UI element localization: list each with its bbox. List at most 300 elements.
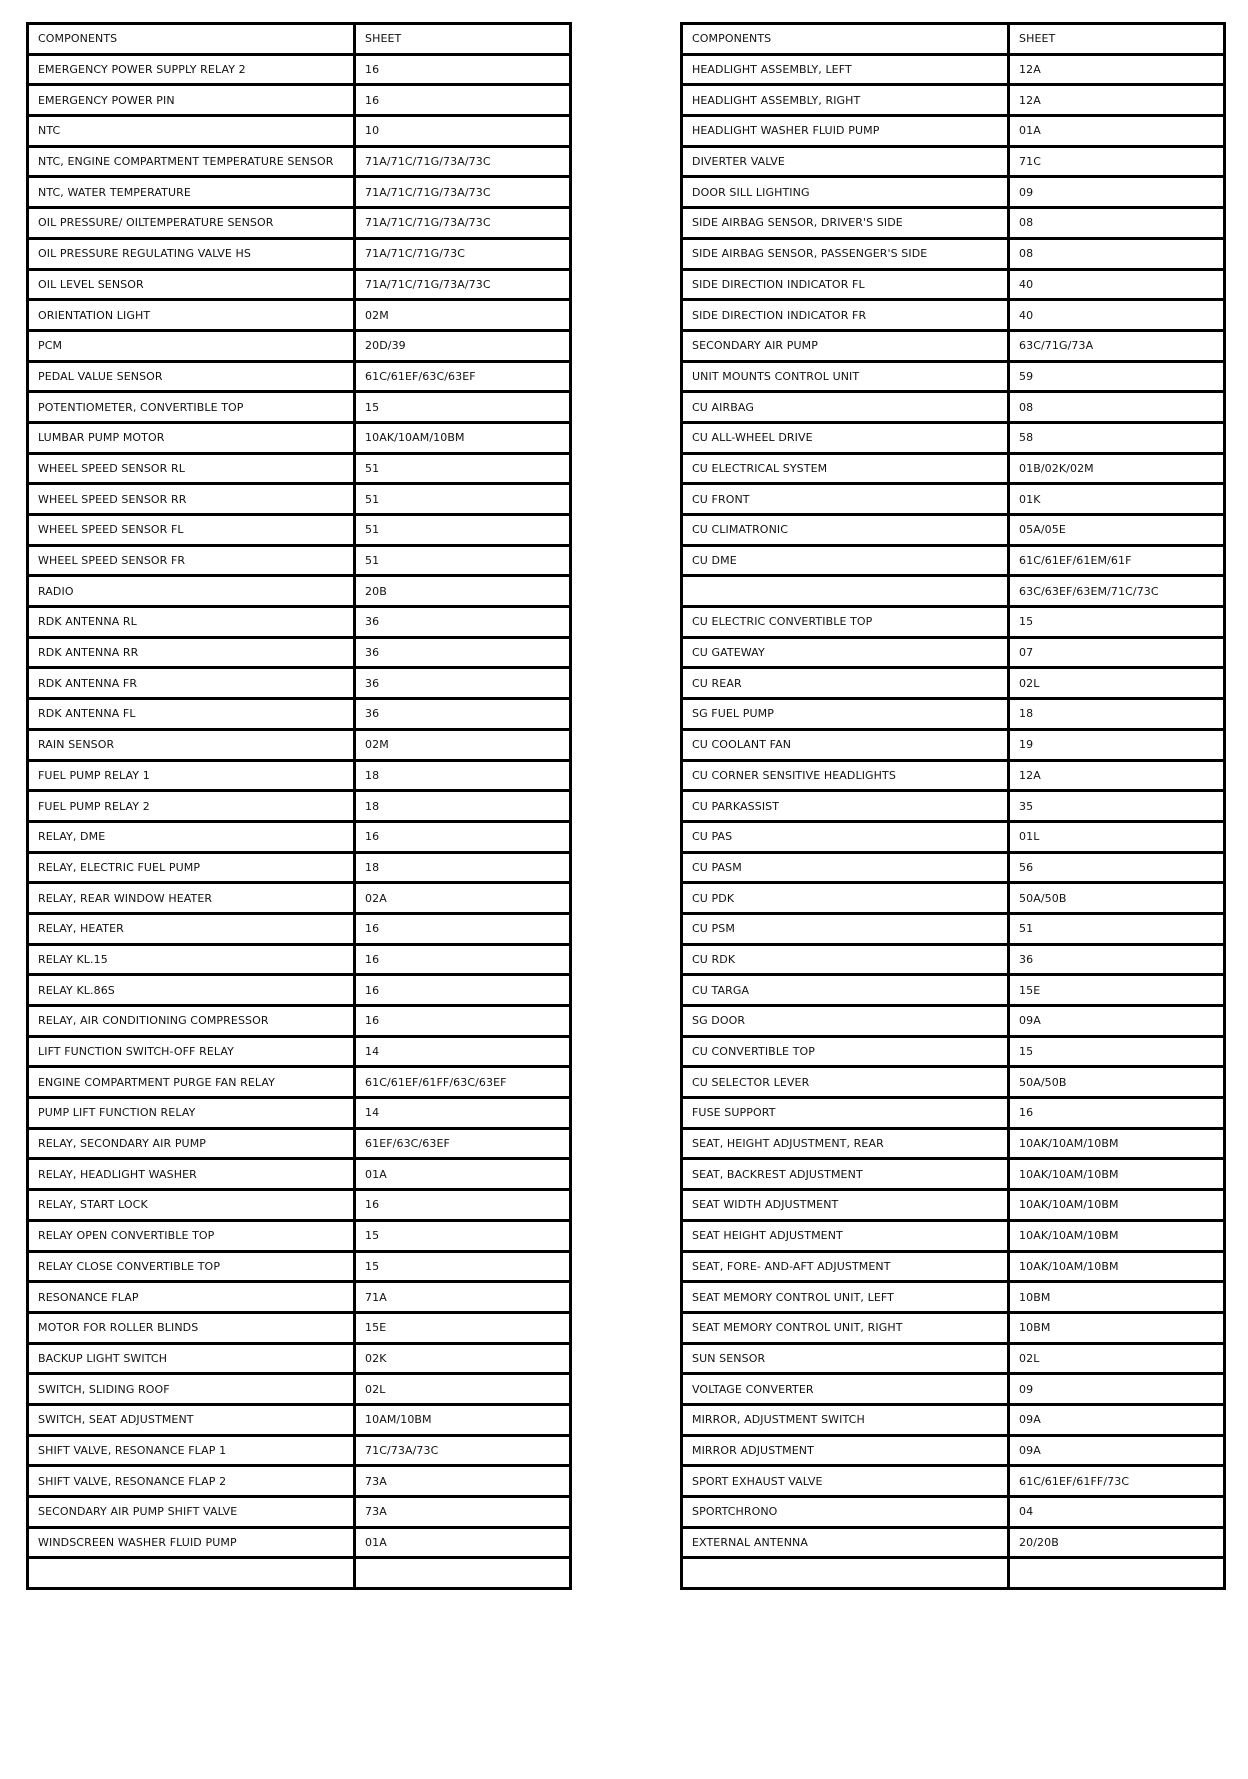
component-cell: PCM [28,330,355,361]
sheet-cell: 14 [355,1098,571,1129]
component-cell: SPORT EXHAUST VALVE [682,1466,1009,1497]
component-cell: FUEL PUMP RELAY 2 [28,791,355,822]
table-row [682,146,1225,177]
column-header-components: COMPONENTS [682,24,1009,55]
component-cell: RELAY, START LOCK [28,1190,355,1221]
table-row [28,177,571,208]
sheet-cell: 16 [355,821,571,852]
sheet-cell: 16 [355,54,571,85]
table-row [28,1374,571,1405]
table-row [28,607,571,638]
table-row [28,545,571,576]
sheet-cell: 01B/02K/02M [1009,453,1225,484]
component-cell: CU DME [682,545,1009,576]
sheet-cell: 16 [355,85,571,116]
component-cell [682,576,1009,607]
component-cell: CU AIRBAG [682,392,1009,423]
table-row [28,85,571,116]
sheet-cell: 04 [1009,1497,1225,1528]
sheet-cell [1009,1558,1225,1589]
component-cell: RELAY, ELECTRIC FUEL PUMP [28,852,355,883]
sheet-cell: 15E [355,1312,571,1343]
table-row [682,1251,1225,1282]
sheet-cell: 10AM/10BM [355,1404,571,1435]
components-table-right-body [682,24,1225,1589]
sheet-cell: 02L [1009,1343,1225,1374]
component-cell: ENGINE COMPARTMENT PURGE FAN RELAY [28,1067,355,1098]
component-cell: RDK ANTENNA FL [28,699,355,730]
table-row [28,1067,571,1098]
sheet-cell: 51 [355,453,571,484]
component-cell: SG FUEL PUMP [682,699,1009,730]
table-row [28,515,571,546]
table-row [28,791,571,822]
sheet-cell: 20/20B [1009,1527,1225,1558]
component-cell: MIRROR, ADJUSTMENT SWITCH [682,1404,1009,1435]
sheet-cell: 10BM [1009,1312,1225,1343]
component-cell: WINDSCREEN WASHER FLUID PUMP [28,1527,355,1558]
components-table-left [26,22,572,1590]
table-row [28,422,571,453]
component-cell: RDK ANTENNA RR [28,637,355,668]
table-row [682,1128,1225,1159]
table-row [682,1435,1225,1466]
component-cell: CU ELECTRICAL SYSTEM [682,453,1009,484]
component-cell: SIDE DIRECTION INDICATOR FR [682,300,1009,331]
table-row [682,791,1225,822]
component-cell: EMERGENCY POWER SUPPLY RELAY 2 [28,54,355,85]
component-cell: SG DOOR [682,1006,1009,1037]
component-cell: CU SELECTOR LEVER [682,1067,1009,1098]
component-cell: SEAT HEIGHT ADJUSTMENT [682,1220,1009,1251]
sheet-cell: 63C/71G/73A [1009,330,1225,361]
sheet-cell: 73A [355,1466,571,1497]
component-cell: OIL PRESSURE/ OILTEMPERATURE SENSOR [28,208,355,239]
sheet-cell: 18 [355,791,571,822]
component-cell: SIDE AIRBAG SENSOR, PASSENGER'S SIDE [682,238,1009,269]
sheet-cell: 50A/50B [1009,883,1225,914]
sheet-cell: 12A [1009,54,1225,85]
component-cell: NTC [28,116,355,147]
table-row [28,1282,571,1313]
component-cell: RELAY, DME [28,821,355,852]
component-cell: SEAT, BACKREST ADJUSTMENT [682,1159,1009,1190]
component-cell: CU PARKASSIST [682,791,1009,822]
component-cell: SECONDARY AIR PUMP SHIFT VALVE [28,1497,355,1528]
table-row [28,453,571,484]
table-row [28,1343,571,1374]
column-header-sheet: SHEET [355,24,571,55]
sheet-cell: 61C/61EF/61FF/73C [1009,1466,1225,1497]
component-cell: SIDE DIRECTION INDICATOR FL [682,269,1009,300]
component-cell: VOLTAGE CONVERTER [682,1374,1009,1405]
component-cell: OIL PRESSURE REGULATING VALVE HS [28,238,355,269]
component-cell: RDK ANTENNA FR [28,668,355,699]
table-row [28,392,571,423]
table-row [28,883,571,914]
sheet-cell: 16 [355,944,571,975]
component-cell: WHEEL SPEED SENSOR RL [28,453,355,484]
component-cell: POTENTIOMETER, CONVERTIBLE TOP [28,392,355,423]
sheet-cell: 09A [1009,1404,1225,1435]
table-row [28,238,571,269]
table-row [682,913,1225,944]
component-cell: RELAY CLOSE CONVERTIBLE TOP [28,1251,355,1282]
component-cell: NTC, WATER TEMPERATURE [28,177,355,208]
table-header-row [682,24,1225,55]
component-cell: RELAY, HEATER [28,913,355,944]
components-table-left-body [28,24,571,1589]
component-cell: RDK ANTENNA RL [28,607,355,638]
sheet-cell: 02L [1009,668,1225,699]
sheet-cell: 71C [1009,146,1225,177]
sheet-cell: 61C/61EF/63C/63EF [355,361,571,392]
sheet-cell: 40 [1009,300,1225,331]
sheet-cell: 01A [1009,116,1225,147]
table-row [28,1128,571,1159]
component-cell: SEAT, FORE- AND-AFT ADJUSTMENT [682,1251,1009,1282]
table-row [682,883,1225,914]
table-row [682,85,1225,116]
sheet-cell: 35 [1009,791,1225,822]
sheet-cell: 02M [355,729,571,760]
component-cell: NTC, ENGINE COMPARTMENT TEMPERATURE SENSOR [28,146,355,177]
component-cell: EMERGENCY POWER PIN [28,85,355,116]
table-row [28,1466,571,1497]
sheet-cell: 02K [355,1343,571,1374]
table-row [682,177,1225,208]
table-row [28,699,571,730]
sheet-cell: 71A/71C/71G/73A/73C [355,269,571,300]
table-row [28,944,571,975]
component-cell: RADIO [28,576,355,607]
component-cell: CU GATEWAY [682,637,1009,668]
table-row [28,729,571,760]
sheet-cell: 56 [1009,852,1225,883]
table-row [28,269,571,300]
component-cell: SEAT WIDTH ADJUSTMENT [682,1190,1009,1221]
component-cell: WHEEL SPEED SENSOR RR [28,484,355,515]
sheet-cell: 71A [355,1282,571,1313]
table-row [28,484,571,515]
component-cell: LUMBAR PUMP MOTOR [28,422,355,453]
component-cell: CU FRONT [682,484,1009,515]
table-row [28,1497,571,1528]
component-cell: RELAY OPEN CONVERTIBLE TOP [28,1220,355,1251]
sheet-cell: 61C/61EF/61FF/63C/63EF [355,1067,571,1098]
sheet-cell: 50A/50B [1009,1067,1225,1098]
table-row [28,1404,571,1435]
component-cell: SIDE AIRBAG SENSOR, DRIVER'S SIDE [682,208,1009,239]
sheet-cell: 61EF/63C/63EF [355,1128,571,1159]
component-cell: CU PDK [682,883,1009,914]
component-cell: PEDAL VALUE SENSOR [28,361,355,392]
component-cell: RAIN SENSOR [28,729,355,760]
table-row [682,422,1225,453]
component-cell: LIFT FUNCTION SWITCH-OFF RELAY [28,1036,355,1067]
sheet-cell: 51 [1009,913,1225,944]
sheet-cell: 01L [1009,821,1225,852]
table-row [28,760,571,791]
sheet-cell: 09A [1009,1006,1225,1037]
table-row [682,821,1225,852]
component-cell: RELAY, HEADLIGHT WASHER [28,1159,355,1190]
table-row [682,1067,1225,1098]
table-row [682,208,1225,239]
table-row [28,146,571,177]
component-cell: FUEL PUMP RELAY 1 [28,760,355,791]
table-row [682,944,1225,975]
sheet-cell: 16 [355,1006,571,1037]
table-row [682,269,1225,300]
table-row [682,361,1225,392]
sheet-cell: 02L [355,1374,571,1405]
component-cell: SUN SENSOR [682,1343,1009,1374]
sheet-cell: 61C/61EF/61EM/61F [1009,545,1225,576]
component-cell: RELAY, REAR WINDOW HEATER [28,883,355,914]
table-row [28,1558,571,1589]
table-row [682,116,1225,147]
sheet-cell: 16 [355,913,571,944]
component-cell: SHIFT VALVE, RESONANCE FLAP 2 [28,1466,355,1497]
table-row [28,1251,571,1282]
component-cell [682,1558,1009,1589]
component-cell: CU CORNER SENSITIVE HEADLIGHTS [682,760,1009,791]
component-cell: RELAY KL.86S [28,975,355,1006]
table-row [682,1374,1225,1405]
sheet-cell: 71A/71C/71G/73A/73C [355,208,571,239]
component-cell: CU PAS [682,821,1009,852]
component-cell: RELAY, AIR CONDITIONING COMPRESSOR [28,1006,355,1037]
sheet-cell: 36 [355,668,571,699]
sheet-cell: 18 [355,852,571,883]
column-header-components: COMPONENTS [28,24,355,55]
table-row [682,1006,1225,1037]
sheet-cell: 10AK/10AM/10BM [1009,1251,1225,1282]
component-cell: PUMP LIFT FUNCTION RELAY [28,1098,355,1129]
table-row [682,1404,1225,1435]
table-row [682,484,1225,515]
sheet-cell: 02A [355,883,571,914]
table-row [28,1098,571,1129]
component-cell: RESONANCE FLAP [28,1282,355,1313]
table-row [28,300,571,331]
table-row [28,1036,571,1067]
sheet-cell: 36 [355,637,571,668]
table-row [28,576,571,607]
sheet-cell: 15 [355,392,571,423]
sheet-cell: 09A [1009,1435,1225,1466]
component-cell: OIL LEVEL SENSOR [28,269,355,300]
sheet-cell: 18 [1009,699,1225,730]
sheet-cell: 16 [1009,1098,1225,1129]
table-row [682,330,1225,361]
table-row [28,637,571,668]
sheet-cell: 59 [1009,361,1225,392]
component-cell: CU COOLANT FAN [682,729,1009,760]
table-row [682,668,1225,699]
sheet-cell: 10AK/10AM/10BM [1009,1220,1225,1251]
sheet-cell: 16 [355,1190,571,1221]
component-cell: BACKUP LIGHT SWITCH [28,1343,355,1374]
table-row [28,668,571,699]
table-row [28,852,571,883]
sheet-cell: 15 [355,1220,571,1251]
table-row [28,1006,571,1037]
table-row [28,54,571,85]
sheet-cell: 01K [1009,484,1225,515]
table-row [28,1527,571,1558]
sheet-cell: 15 [1009,1036,1225,1067]
sheet-cell: 10 [355,116,571,147]
sheet-cell: 10BM [1009,1282,1225,1313]
component-cell: SPORTCHRONO [682,1497,1009,1528]
column-header-sheet: SHEET [1009,24,1225,55]
component-cell: CU PSM [682,913,1009,944]
component-cell: CU REAR [682,668,1009,699]
sheet-cell: 71A/71C/71G/73A/73C [355,177,571,208]
table-row [28,1159,571,1190]
table-row [28,1312,571,1343]
table-row [28,330,571,361]
table-row [682,1343,1225,1374]
sheet-cell: 73A [355,1497,571,1528]
sheet-cell: 14 [355,1036,571,1067]
table-row [28,1435,571,1466]
table-row [682,576,1225,607]
sheet-cell: 71C/73A/73C [355,1435,571,1466]
components-table-right [680,22,1226,1590]
component-cell: MIRROR ADJUSTMENT [682,1435,1009,1466]
table-row [28,975,571,1006]
component-cell: CU CONVERTIBLE TOP [682,1036,1009,1067]
component-cell: CU TARGA [682,975,1009,1006]
sheet-cell: 05A/05E [1009,515,1225,546]
component-cell: UNIT MOUNTS CONTROL UNIT [682,361,1009,392]
table-row [28,913,571,944]
sheet-cell: 12A [1009,760,1225,791]
table-row [682,1558,1225,1589]
table-row [682,975,1225,1006]
sheet-cell: 10AK/10AM/10BM [1009,1128,1225,1159]
table-row [682,1220,1225,1251]
sheet-cell: 08 [1009,208,1225,239]
component-cell: SECONDARY AIR PUMP [682,330,1009,361]
sheet-cell: 18 [355,760,571,791]
sheet-cell: 51 [355,515,571,546]
table-header-row [28,24,571,55]
component-cell: RELAY, SECONDARY AIR PUMP [28,1128,355,1159]
sheet-cell: 71A/71C/71G/73C [355,238,571,269]
component-cell: WHEEL SPEED SENSOR FL [28,515,355,546]
sheet-cell: 51 [355,545,571,576]
sheet-cell: 71A/71C/71G/73A/73C [355,146,571,177]
table-row [28,116,571,147]
component-cell: RELAY KL.15 [28,944,355,975]
sheet-cell: 15E [1009,975,1225,1006]
sheet-cell: 15 [355,1251,571,1282]
component-cell: HEADLIGHT WASHER FLUID PUMP [682,116,1009,147]
sheet-cell: 36 [355,607,571,638]
component-cell: HEADLIGHT ASSEMBLY, RIGHT [682,85,1009,116]
component-cell: HEADLIGHT ASSEMBLY, LEFT [682,54,1009,85]
table-row [682,637,1225,668]
component-cell: CU RDK [682,944,1009,975]
component-cell: CU ELECTRIC CONVERTIBLE TOP [682,607,1009,638]
component-cell: DOOR SILL LIGHTING [682,177,1009,208]
table-row [682,545,1225,576]
sheet-cell: 20B [355,576,571,607]
component-cell: SEAT MEMORY CONTROL UNIT, LEFT [682,1282,1009,1313]
component-cell: SWITCH, SEAT ADJUSTMENT [28,1404,355,1435]
sheet-cell: 58 [1009,422,1225,453]
component-cell: DIVERTER VALVE [682,146,1009,177]
table-row [28,208,571,239]
sheet-cell: 01A [355,1159,571,1190]
component-cell [28,1558,355,1589]
table-row [682,760,1225,791]
sheet-cell: 09 [1009,1374,1225,1405]
sheet-cell: 10AK/10AM/10BM [1009,1190,1225,1221]
sheet-cell: 02M [355,300,571,331]
sheet-cell: 10AK/10AM/10BM [1009,1159,1225,1190]
sheet-cell: 07 [1009,637,1225,668]
sheet-cell: 01A [355,1527,571,1558]
sheet-cell: 51 [355,484,571,515]
component-cell: SHIFT VALVE, RESONANCE FLAP 1 [28,1435,355,1466]
component-cell: MOTOR FOR ROLLER BLINDS [28,1312,355,1343]
table-row [682,1466,1225,1497]
table-row [682,453,1225,484]
component-cell: CU CLIMATRONIC [682,515,1009,546]
sheet-cell: 08 [1009,238,1225,269]
component-cell: SEAT MEMORY CONTROL UNIT, RIGHT [682,1312,1009,1343]
component-cell: ORIENTATION LIGHT [28,300,355,331]
sheet-cell: 36 [355,699,571,730]
table-row [682,729,1225,760]
component-cell: EXTERNAL ANTENNA [682,1527,1009,1558]
sheet-cell: 16 [355,975,571,1006]
table-row [28,1190,571,1221]
sheet-cell: 08 [1009,392,1225,423]
sheet-cell: 09 [1009,177,1225,208]
table-row [682,1190,1225,1221]
table-row [682,852,1225,883]
sheet-cell: 20D/39 [355,330,571,361]
table-row [28,1220,571,1251]
table-row [682,54,1225,85]
sheet-cell: 40 [1009,269,1225,300]
component-cell: SEAT, HEIGHT ADJUSTMENT, REAR [682,1128,1009,1159]
component-cell: CU PASM [682,852,1009,883]
table-row [682,1312,1225,1343]
table-row [28,361,571,392]
table-row [682,300,1225,331]
component-cell: FUSE SUPPORT [682,1098,1009,1129]
sheet-cell: 10AK/10AM/10BM [355,422,571,453]
table-row [682,238,1225,269]
table-row [682,515,1225,546]
component-cell: SWITCH, SLIDING ROOF [28,1374,355,1405]
sheet-cell: 12A [1009,85,1225,116]
table-row [682,699,1225,730]
table-row [682,1098,1225,1129]
table-row [682,1036,1225,1067]
table-row [682,392,1225,423]
sheet-cell [355,1558,571,1589]
sheet-cell: 19 [1009,729,1225,760]
sheet-cell: 63C/63EF/63EM/71C/73C [1009,576,1225,607]
